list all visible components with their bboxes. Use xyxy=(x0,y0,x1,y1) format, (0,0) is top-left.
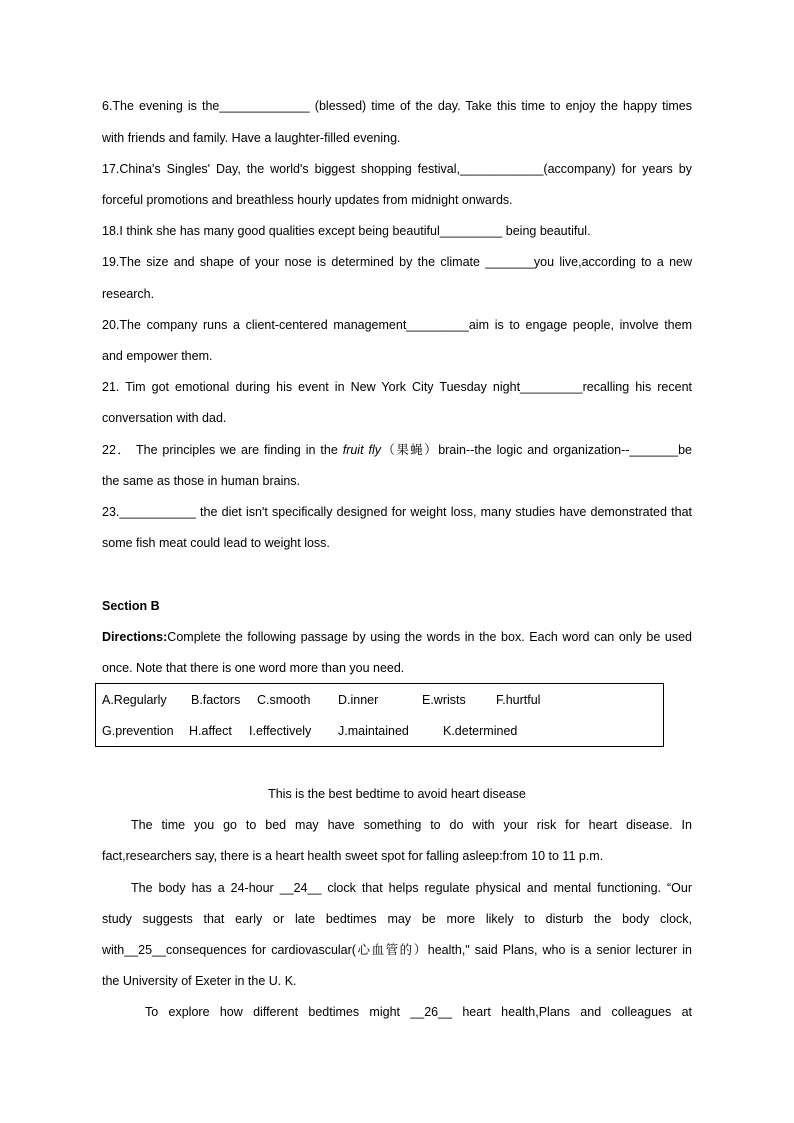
word-option-k: K.determined xyxy=(443,724,518,738)
question-22-line-2: the same as those in human brains. xyxy=(102,474,301,488)
passage-p3-line-1: To explore how different bedtimes might __26__ heart health,Plans and colleagues at xyxy=(145,1005,692,1019)
directions-text: Complete the following passage by using the words in the box. Each word can only be used xyxy=(167,630,692,644)
question-6-line-2: with friends and family. Have a laughter-filled evening. xyxy=(102,131,401,145)
word-option-d: D.inner xyxy=(338,693,379,707)
word-option-h: H.affect xyxy=(189,724,232,738)
word-option-g: G.prevention xyxy=(102,724,174,738)
passage-title: This is the best bedtime to avoid heart disease xyxy=(268,787,526,801)
question-21-line-2: conversation with dad. xyxy=(102,411,227,425)
word-option-i: I.effectively xyxy=(249,724,312,738)
word-option-j: J.maintained xyxy=(338,724,409,738)
directions-line-1 xyxy=(102,629,692,645)
word-option-a: A.Regularly xyxy=(102,693,167,707)
passage-p2-line-3: with__25__consequences for cardiovascular(心血管的）health," said Plans, who is a senior lecturer in xyxy=(102,943,692,957)
word-option-b: B.factors xyxy=(191,693,241,707)
passage-p1-line-2: fact,researchers say, there is a heart health sweet spot for falling asleep:from 10 to 11 p.m. xyxy=(102,849,604,863)
question-19-line-1: 19.The size and shape of your nose is determined by the climate _______you live,according to a new xyxy=(102,255,692,269)
question-22-text-a: 22． The principles we are finding in the xyxy=(102,443,343,457)
passage-p2-line-2: study suggests that early or late bedtimes may be more likely to disturb the body clock, xyxy=(102,912,692,926)
word-option-f: F.hurtful xyxy=(496,693,541,707)
question-23-line-1: 23.___________ the diet isn't specifically designed for weight loss, many studies have demonstrated that xyxy=(102,505,692,519)
question-17-line-1: 17.China's Singles' Day, the world's biggest shopping festival,____________(accompany) for years by xyxy=(102,162,692,176)
directions-label: Directions: xyxy=(102,630,168,644)
passage-p2-line-1: The body has a 24-hour __24__ clock that helps regulate physical and mental functioning. “Our xyxy=(131,881,692,895)
section-b-heading: Section B xyxy=(102,599,160,613)
passage-p1-line-1: The time you go to bed may have something to do with your risk for heart disease. In xyxy=(131,818,692,832)
question-22-italic-term: fruit fly xyxy=(342,443,381,457)
question-6-line-1: 6.The evening is the_____________ (blessed) time of the day. Take this time to enjoy the happy times xyxy=(102,99,692,113)
directions-line-2: once. Note that there is one word more than you need. xyxy=(102,661,405,675)
question-20-line-1: 20.The company runs a client-centered management_________aim is to engage people, involve them xyxy=(102,318,692,332)
question-21-line-1: 21. Tim got emotional during his event in New York City Tuesday night_________recalling his recent xyxy=(102,380,692,394)
question-18-line-1: 18.I think she has many good qualities except being beautiful_________ being beautiful. xyxy=(102,224,591,238)
passage-p2-line-4: the University of Exeter in the U. K. xyxy=(102,974,297,988)
question-19-line-2: research. xyxy=(102,287,155,301)
word-option-c: C.smooth xyxy=(257,693,311,707)
word-option-e: E.wrists xyxy=(422,693,466,707)
question-17-line-2: forceful promotions and breathless hourly updates from midnight onwards. xyxy=(102,193,513,207)
question-22-line-1 xyxy=(102,442,692,458)
question-20-line-2: and empower them. xyxy=(102,349,213,363)
question-23-line-2: some fish meat could lead to weight loss. xyxy=(102,536,330,550)
question-22-text-b: （果蝇）brain--the logic and organization--_______be xyxy=(380,443,692,457)
